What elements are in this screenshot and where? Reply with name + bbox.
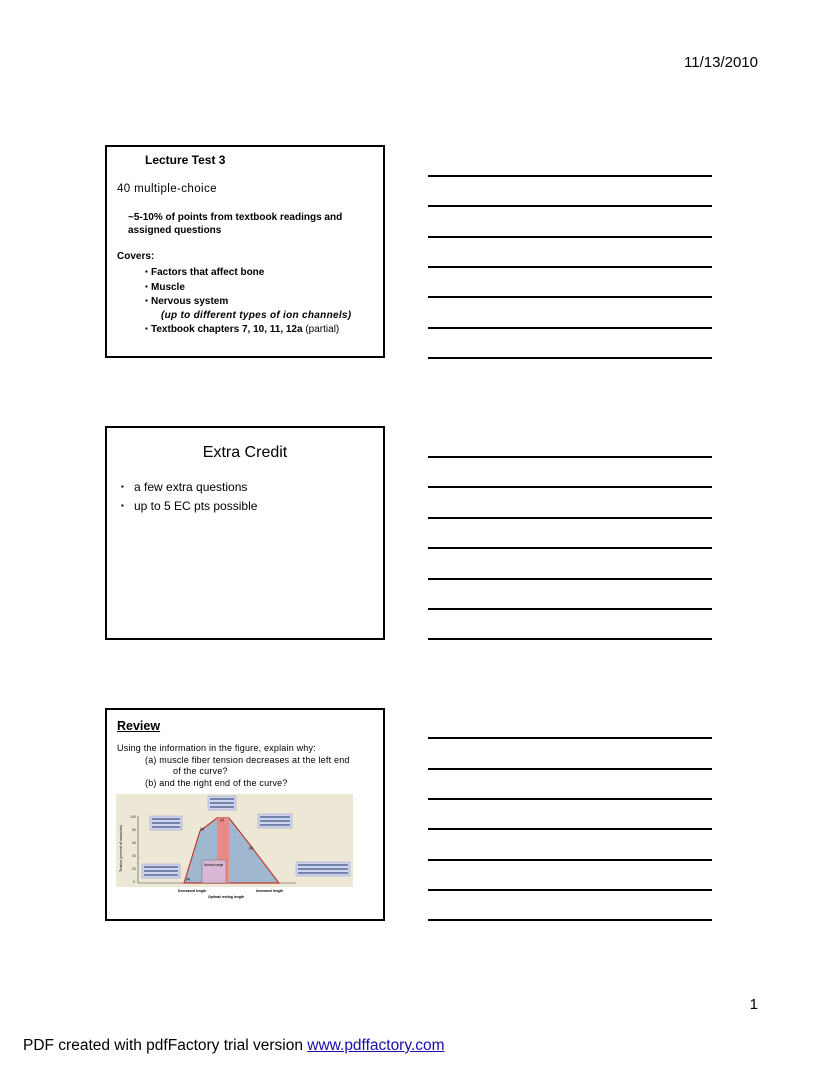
slide-review [105,708,385,921]
x-labels [178,889,283,899]
slide-extra-credit [105,426,385,640]
svg-text:(c): (c) [220,818,224,822]
note-line [428,638,712,640]
note-line [428,828,712,830]
list-item: ▪ Nervous system [145,296,229,307]
svg-text:40: 40 [132,854,136,858]
note-line [428,175,712,177]
svg-text:(a): (a) [186,877,191,881]
footer-text: PDF created with pdfFactory trial version [23,1037,308,1054]
note-line [428,798,712,800]
note-line [428,737,712,739]
note-line [428,266,712,268]
slide-title: Extra Credit [202,444,288,461]
list-subitem: (up to different types of ion channels) [161,309,352,321]
normal-range-label: Normal range [204,863,224,867]
list-item: ▪ a few extra questions [121,478,257,497]
note-line [428,547,712,549]
list-item: ▪ Factors that affect bone [145,267,265,278]
bullet-list [121,478,257,515]
svg-text:0: 0 [133,880,135,884]
question-intro: Using the information in the figure, explain why: [117,743,316,753]
document-date: 11/13/2010 [684,54,758,71]
points-text: ~5-10% of points from textbook readings and assigned questions [128,212,343,236]
svg-text:60: 60 [132,841,136,845]
bullet-icon: ▪ [145,324,148,333]
note-line [428,578,712,580]
note-line [428,889,712,891]
note-line [428,205,712,207]
bullet-icon: ▪ [145,267,148,276]
list-item: ▪ up to 5 EC pts possible [121,497,257,516]
svg-text:Optimal resting length: Optimal resting length [208,895,244,899]
svg-text:(b): (b) [200,827,205,831]
note-line [428,486,712,488]
svg-text:Increased length: Increased length [256,889,283,893]
note-line [428,456,712,458]
note-line [428,357,712,359]
svg-text:80: 80 [132,828,136,832]
slide-title: Review [117,719,161,733]
slide-title: Lecture Test 3 [145,153,226,167]
sarcomere-icon [150,816,182,830]
svg-text:100: 100 [130,815,136,819]
covers-list [145,265,351,337]
svg-text:(d): (d) [249,846,254,850]
footer [23,1037,445,1055]
slide-lecture-test [105,145,385,358]
question-a: (a) muscle fiber tension decreases at the left end [145,754,350,765]
sarcomere-icon [208,796,236,810]
note-line [428,296,712,298]
length-tension-figure [116,794,353,906]
list-item: ▪ Muscle [145,281,185,293]
note-line [428,919,712,921]
page-number: 1 [749,996,758,1013]
bullet-icon: ▪ [121,500,124,510]
sarcomere-icon [258,814,292,828]
multiple-choice-text: 40 multiple-choice [117,183,217,195]
bullet-icon: ▪ [145,296,148,305]
note-line [428,327,712,329]
list-item: ▪ Textbook chapters 7, 10, 11, 12a (partial) [145,324,340,335]
note-line [428,236,712,238]
y-axis-label: Tension (percent of maximum) [119,824,123,872]
sarcomere-icon [142,864,180,878]
note-line [428,517,712,519]
question-a-cont: of the curve? [173,766,228,776]
bullet-icon: ▪ [121,482,124,491]
note-line [428,859,712,861]
bullet-icon: ▪ [145,281,148,291]
question-b: (b) and the right end of the curve? [145,777,288,788]
note-line [428,768,712,770]
svg-text:Decreased length: Decreased length [178,889,207,893]
svg-text:20: 20 [132,867,136,871]
footer-link[interactable]: www.pdffactory.com [307,1037,445,1054]
sarcomere-icon [296,862,350,876]
review-question [117,743,350,789]
note-line [428,608,712,610]
covers-label: Covers: [117,251,155,262]
